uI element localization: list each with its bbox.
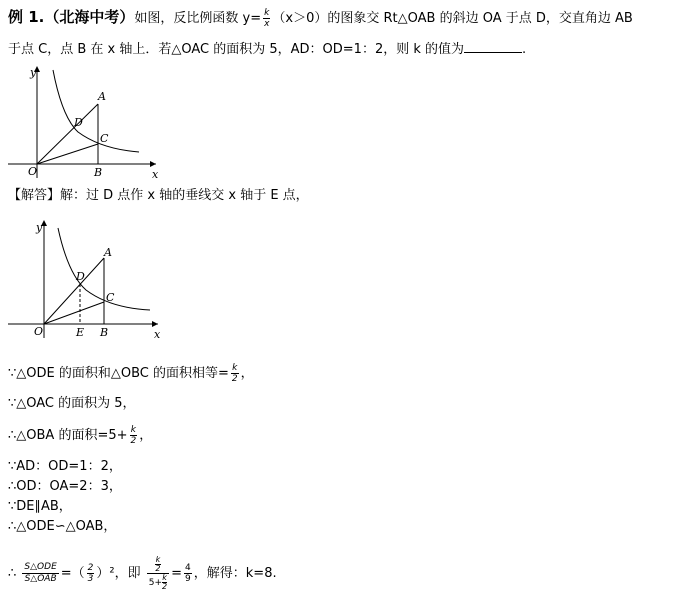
label-A: A	[98, 90, 106, 103]
figure-1-graph	[6, 62, 166, 180]
label-C: C	[106, 291, 115, 304]
answer-blank	[464, 40, 522, 53]
area-ratio-fraction: $\frac{\text{S△ODE}}{\text{S△OAB}}$	[24, 562, 57, 584]
problem-line-1	[8, 8, 633, 29]
x-axis-arrow	[150, 161, 156, 167]
solution-intro	[8, 187, 309, 205]
problem-text-2: （x＞0）的图象交 Rt△OAB 的斜边 OA 于点 D，交直角边 AB	[272, 11, 633, 26]
segment-OA	[44, 258, 104, 324]
label-C: C	[100, 132, 109, 145]
source-label: （北海中考）	[44, 8, 135, 26]
label-y: y	[36, 221, 43, 234]
solution-header: 【解答】	[8, 188, 61, 203]
x-axis-arrow	[152, 321, 158, 327]
problem-text-3: 于点 C，点 B 在 x 轴上．若△OAC 的面积为 5，AD：OD=1：2，则 k 的值为	[8, 42, 465, 57]
figure-2-graph	[6, 214, 168, 340]
hyperbola-curve	[53, 70, 139, 152]
segment-OC	[37, 144, 98, 164]
label-D: D	[74, 116, 83, 129]
k-over-x-fraction: $\frac{k}{x}$	[264, 8, 270, 29]
k-over-2-fraction: $\frac{k}{2}$	[130, 425, 137, 446]
four-ninths-fraction: $\frac{4}{9}$	[185, 563, 191, 584]
label-x: x	[152, 168, 159, 180]
label-x: x	[154, 328, 161, 340]
label-E: E	[76, 326, 85, 339]
label-O: O	[28, 165, 38, 178]
example-label: 例 1.	[8, 8, 45, 26]
compound-fraction: $\frac{k}{2}$ 5+ $\frac{k}{2}$	[148, 555, 168, 591]
step-5: ∴OD：OA=2：3，	[8, 479, 122, 494]
step-7: ∴△ODE∽△OAB，	[8, 519, 117, 534]
step-2: ∵△OAC 的面积为 5，	[8, 396, 136, 411]
label-y: y	[30, 66, 37, 79]
segment-OC	[44, 302, 104, 324]
step-8: ∴ $\frac{\text{S△ODE}}{\text{S△OAB}}$ =（ $\frac{2}{3}$ ）²，即 $\frac{k}{2}$ 5+ $\frac{k}{2}$ = $\frac{4}{9}$ ，解得：k=8.	[8, 555, 277, 591]
label-B: B	[94, 166, 103, 179]
step-1: ∵△ODE 的面积和△OBC 的面积相等= $\frac{k}{2}$ ，	[8, 363, 254, 384]
two-thirds-fraction: $\frac{2}{3}$	[87, 563, 94, 584]
problem-line-2: 于点 C，点 B 在 x 轴上．若△OAC 的面积为 5，AD：OD=1：2，则 k 的值为 .	[8, 42, 527, 57]
step-6: ∵DE∥AB，	[8, 499, 72, 514]
label-D: D	[76, 270, 85, 283]
label-O: O	[34, 325, 44, 338]
problem-text-1: 如图，反比例函数 y=	[134, 11, 262, 26]
label-B: B	[100, 326, 109, 339]
k-over-2-fraction: $\frac{k}{2}$	[231, 363, 238, 384]
segment-OA	[37, 104, 98, 164]
label-A: A	[104, 246, 112, 259]
solution-intro-text: 解：过 D 点作 x 轴的垂线交 x 轴于 E 点，	[60, 188, 309, 203]
step-3: ∴△OBA 的面积=5+ $\frac{k}{2}$ ，	[8, 425, 153, 446]
step-4: ∵AD：OD=1：2，	[8, 459, 122, 474]
